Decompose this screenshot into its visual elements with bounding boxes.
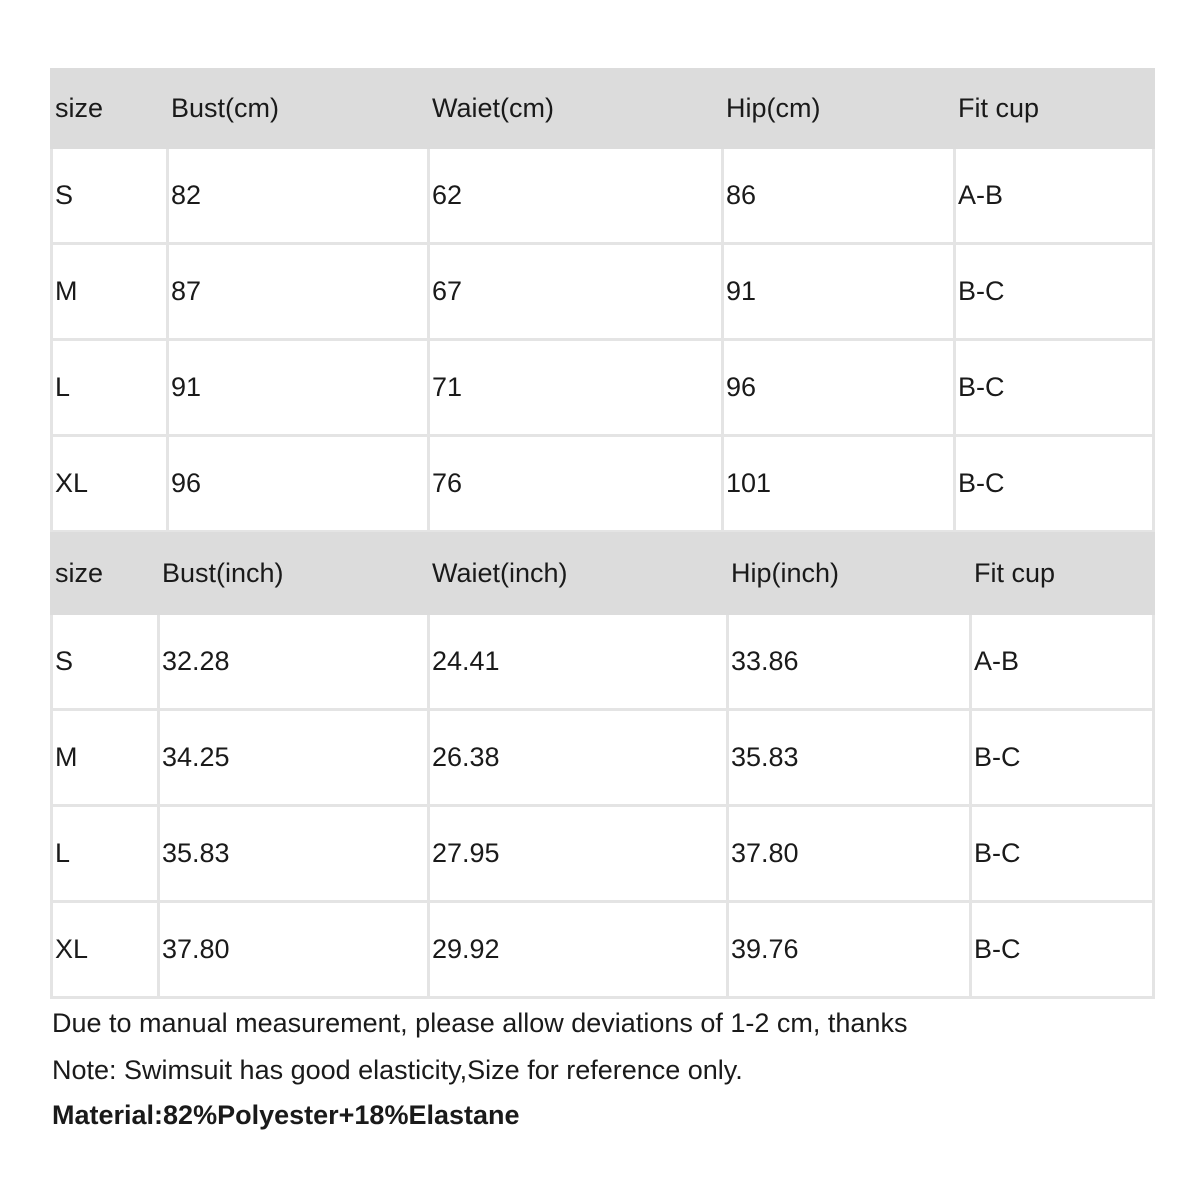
cell-size: XL xyxy=(52,436,168,532)
cell-waist: 27.95 xyxy=(429,806,728,902)
table-row xyxy=(52,148,1154,244)
header-waist: Waiet(cm) xyxy=(429,70,723,148)
cell-fit-cup: B-C xyxy=(955,244,1154,340)
cell-bust: 32.28 xyxy=(159,614,429,710)
header-fit-cup: Fit cup xyxy=(955,70,1154,148)
size-table-inch xyxy=(50,532,1155,999)
cell-bust: 91 xyxy=(168,340,429,436)
cell-waist: 62 xyxy=(429,148,723,244)
header-waist: Waiet(inch) xyxy=(429,534,728,614)
size-table-cm xyxy=(50,68,1155,533)
header-size: size xyxy=(52,70,168,148)
cell-fit-cup: B-C xyxy=(971,806,1154,902)
header-hip: Hip(inch) xyxy=(728,534,971,614)
cell-hip: 86 xyxy=(723,148,955,244)
table-header-row xyxy=(52,70,1154,148)
material-note: Material:82%Polyester+18%Elastane xyxy=(52,1100,520,1130)
cell-fit-cup: B-C xyxy=(971,902,1154,998)
cell-fit-cup: A-B xyxy=(955,148,1154,244)
cell-hip: 96 xyxy=(723,340,955,436)
header-bust: Bust(cm) xyxy=(168,70,429,148)
cell-size: M xyxy=(52,244,168,340)
cell-size: L xyxy=(52,806,159,902)
cell-hip: 91 xyxy=(723,244,955,340)
cell-size: S xyxy=(52,614,159,710)
cell-bust: 35.83 xyxy=(159,806,429,902)
cell-fit-cup: B-C xyxy=(971,710,1154,806)
cell-hip: 101 xyxy=(723,436,955,532)
header-fit-cup: Fit cup xyxy=(971,534,1154,614)
header-bust: Bust(inch) xyxy=(159,534,429,614)
cell-hip: 33.86 xyxy=(728,614,971,710)
cell-size: XL xyxy=(52,902,159,998)
cell-bust: 87 xyxy=(168,244,429,340)
cell-waist: 29.92 xyxy=(429,902,728,998)
cell-waist: 71 xyxy=(429,340,723,436)
cell-waist: 24.41 xyxy=(429,614,728,710)
cell-bust: 37.80 xyxy=(159,902,429,998)
cell-waist: 26.38 xyxy=(429,710,728,806)
table-row xyxy=(52,340,1154,436)
cell-hip: 37.80 xyxy=(728,806,971,902)
cell-waist: 67 xyxy=(429,244,723,340)
table-row xyxy=(52,806,1154,902)
cell-bust: 34.25 xyxy=(159,710,429,806)
header-size: size xyxy=(52,534,159,614)
table-row xyxy=(52,436,1154,532)
cell-waist: 76 xyxy=(429,436,723,532)
cell-bust: 82 xyxy=(168,148,429,244)
header-hip: Hip(cm) xyxy=(723,70,955,148)
deviation-note: Due to manual measurement, please allow deviations of 1-2 cm, thanks xyxy=(52,1008,908,1038)
table-row xyxy=(52,710,1154,806)
cell-fit-cup: B-C xyxy=(955,340,1154,436)
cell-bust: 96 xyxy=(168,436,429,532)
elasticity-note: Note: Swimsuit has good elasticity,Size for reference only. xyxy=(52,1055,743,1085)
cell-fit-cup: A-B xyxy=(971,614,1154,710)
table-row xyxy=(52,244,1154,340)
cell-hip: 35.83 xyxy=(728,710,971,806)
table-row xyxy=(52,614,1154,710)
cell-hip: 39.76 xyxy=(728,902,971,998)
table-header-row xyxy=(52,534,1154,614)
cell-size: S xyxy=(52,148,168,244)
table-row xyxy=(52,902,1154,998)
cell-fit-cup: B-C xyxy=(955,436,1154,532)
cell-size: L xyxy=(52,340,168,436)
cell-size: M xyxy=(52,710,159,806)
